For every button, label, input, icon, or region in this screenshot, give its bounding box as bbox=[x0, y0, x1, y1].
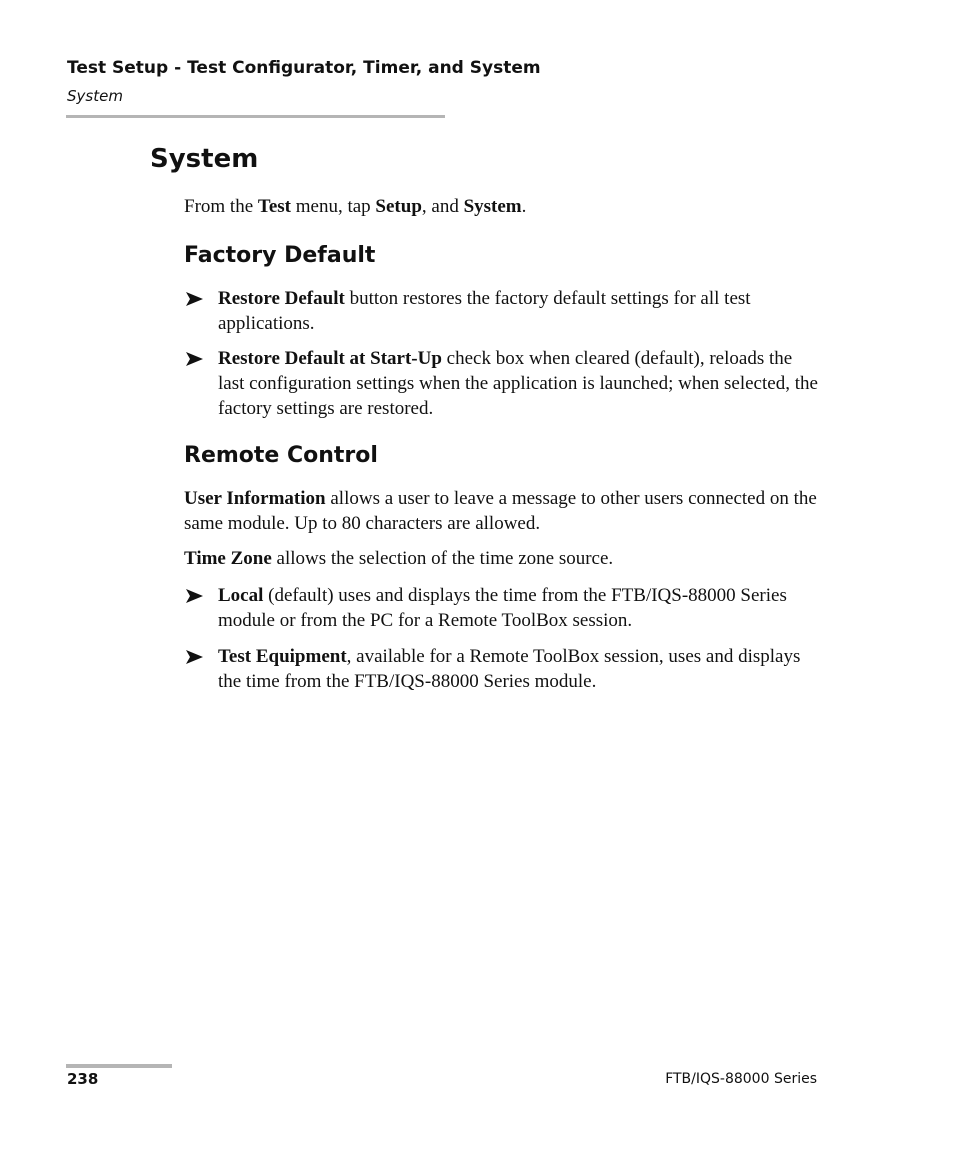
arrowhead-bullet-icon bbox=[184, 646, 206, 668]
footer-divider bbox=[66, 1064, 172, 1068]
remote-control-heading: Remote Control bbox=[184, 443, 378, 468]
footer-product-name: FTB/IQS-88000 Series bbox=[665, 1071, 817, 1087]
arrowhead-bullet-icon bbox=[184, 585, 206, 607]
header-divider bbox=[66, 115, 445, 118]
user-information-paragraph: User Information allows a user to leave a message to other users connected on the same module. Up to 80 characters are allowed. bbox=[184, 488, 817, 534]
arrowhead-bullet-icon bbox=[184, 288, 206, 310]
intro-paragraph: From the Test menu, tap Setup, and System. bbox=[184, 196, 527, 217]
page-number: 238 bbox=[67, 1070, 99, 1088]
section-title: System bbox=[150, 144, 259, 174]
running-header-title: Test Setup - Test Configurator, Timer, and System bbox=[67, 58, 541, 78]
factory-default-heading: Factory Default bbox=[184, 243, 376, 268]
arrowhead-bullet-icon bbox=[184, 348, 206, 370]
time-zone-paragraph: Time Zone allows the selection of the time zone source. bbox=[184, 548, 614, 569]
running-header-subtitle: System bbox=[67, 87, 123, 105]
